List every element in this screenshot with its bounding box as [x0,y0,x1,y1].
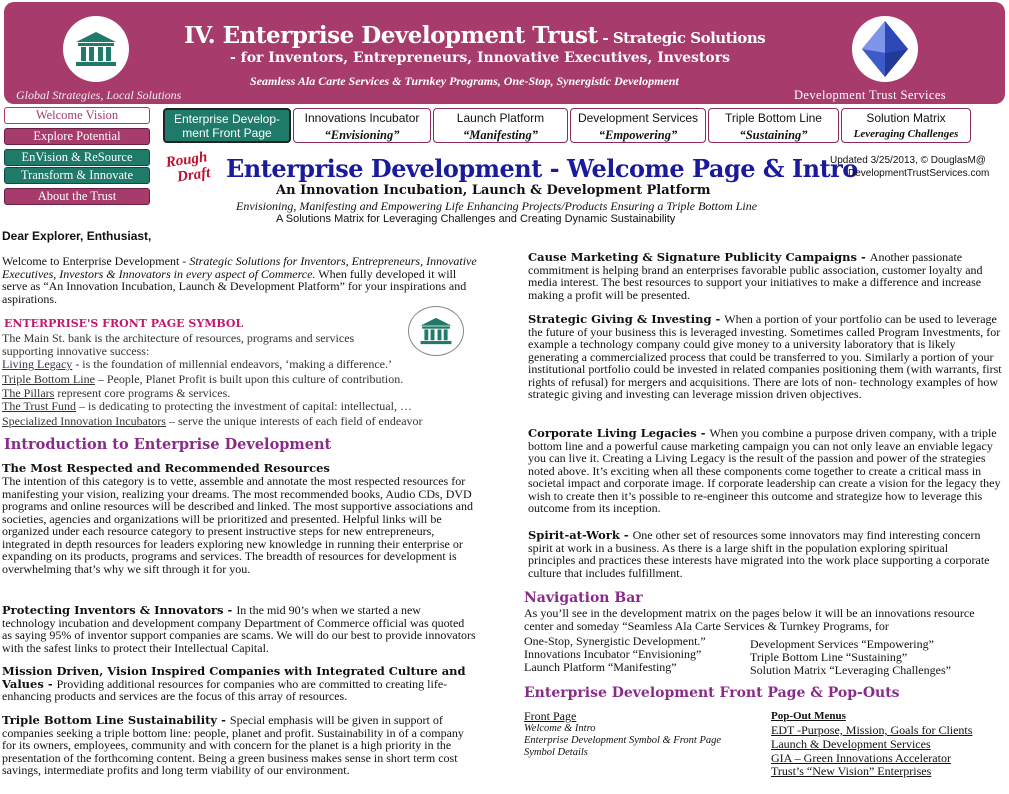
greeting: Dear Explorer, Enthusiast, [2,229,152,243]
intro-heading: Introduction to Enterprise Development [4,436,332,453]
navigation-bar-heading: Navigation Bar [524,590,643,606]
mission-section: Mission Driven, Vision Inspired Companies with Integrated Culture and Values - Providing additional resources for companies who are committed to creating life-enhancing products and services are the focus of this array of resources. [2,664,466,703]
header-right-tag: Development Trust Services [794,88,947,102]
tab-front-page[interactable] [163,108,291,143]
popout-link[interactable]: Launch & Development Services [771,737,931,751]
popout-menus-heading: Pop-Out Menus [771,710,846,722]
symbol-details-link[interactable]: Symbol Details [524,747,588,758]
trust-fund-link[interactable]: The Trust Fund [2,399,77,413]
page-title: Enterprise Development - Welcome Page & Intro [226,154,858,183]
front-page-link[interactable]: Front Page [524,709,577,723]
nav-item: One-Stop, Synergistic Development.” [524,634,706,648]
subtitle-mission: Envisioning, Manifesting and Empowering Life Enhancing Projects/Products Ensuring a Triple Bottom Line [236,199,758,213]
resources-heading: The Most Respected and Recommended Resources [2,461,330,475]
rough-draft-stamp: Rough Draft [164,149,212,186]
spirit-at-work-section: Spirit-at-Work - One other set of resources some innovators may find interesting concern spirit at work in a business. As there is a large shift in the population exploring spiritual principles and practices these interests have migrated into the work place supporting a corporate culture that includes fulfillment. [528,528,990,580]
page-header-title: IV. Enterprise Development Trust - Strategic Solutions [184,22,766,49]
symbol-link-row: The Trust Fund – is dedicating to protecting the investment of capital: intellectual, … [2,399,412,413]
tab-label: Launch Platform [456,111,545,125]
symbol-link-row: Triple Bottom Line – People, Planet Profit is built upon this culture of contribution. [2,372,404,386]
incubators-link[interactable]: Specialized Innovation Incubators [2,414,166,428]
header-tagline: Seamless Ala Carte Services & Turnkey Programs, One-Stop, Synergistic Development [250,74,679,88]
popout-link[interactable]: Trust’s “New Vision” Enterprises [771,764,932,778]
tab-sub: “Sustaining” [739,128,808,142]
nav-about-the-trust[interactable]: About the Trust [4,188,150,205]
tab-sub: “Manifesting” [462,128,538,142]
nav-envision-resource[interactable]: EnVision & ReSource [4,149,150,166]
welcome-intro-link[interactable]: Welcome & Intro [524,723,596,734]
tab-innovations-incubator[interactable] [293,108,431,143]
header-banner [4,2,1005,104]
living-legacies-section: Corporate Living Legacies - When you combine a purpose driven company, with a triple bottom line and a powerful cause marketing campaign you can not only leave an enviable legacy you can live it. Creating a Living Legacy is the result of the passion and power of the strategies noted above. It’s exciting when all these components come together to create a critical mass in societal impact and corporate image. If corporate leadership can create a vision for the legacy they wish to create then it’s possible to re-engineer this outcome and strategize how to leverage this outcome from its inception. [528,426,1001,515]
nav-item: Triple Bottom Line “Sustaining” [750,650,908,664]
symbol-link-row: The Pillars represent core programs & services. [2,386,231,400]
symbol-text: The Main St. bank is the architecture of resources, programs and services [2,331,355,345]
popout-link[interactable]: EDT -Purpose, Mission, Goals for Clients [771,723,973,737]
bank-icon [63,16,129,82]
nav-item: Launch Platform “Manifesting” [524,660,677,674]
updated-note: Updated 3/25/2013, © DouglasM@ DevelopmentTrustServices.com [830,155,990,179]
subtitle-platform: An Innovation Incubation, Launch & Development Platform [276,183,711,198]
nav-item: Development Services “Empowering” [750,637,934,651]
cause-marketing-section: Cause Marketing & Signature Publicity Campaigns - Another passionate commitment is helping brand an enterprises favorable public association, customer loyalty and media interest. The best resources to support your initiatives to make a difference and increase making a profit will be presented. [528,250,983,302]
bank-icon [408,306,464,356]
front-page-popouts-heading: Enterprise Development Front Page & Pop-Outs [524,685,900,701]
tab-sub: “Empowering” [598,128,678,142]
nav-explore-potential[interactable]: Explore Potential [4,128,150,145]
popout-link[interactable]: GIA – Green Innovations Accelerator [771,751,951,765]
symbol-link-row: Specialized Innovation Incubators – serve the unique interests of each field of endeavor [2,414,423,428]
tab-label: Enterprise Develop- [173,112,281,126]
nav-item: Innovations Incubator “Envisioning” [524,647,702,661]
nav-welcome-vision[interactable]: Welcome Vision [4,107,150,124]
navigation-bar-text: As you’ll see in the development matrix on the pages below it will be an innovations resource center and someday “Seamless Ala Carte Services & Turnkey Programs, for [524,606,975,633]
symbol-text: supporting innovative success: [2,344,150,358]
symbol-heading: ENTERPRISE'S FRONT PAGE SYMBOL [4,317,244,330]
tab-label: Innovations Incubator [304,111,420,125]
triple-bottom-line-section: Triple Bottom Line Sustainability - Special emphasis will be given in support of companies seeking a triple bottom line: people, planet and profit. Sustainability in of a company for its owners, employees, community and with concern for the planet is a high priority in the presentation of the forthcoming content. Being a green business makes sense in short term cost savings, intermediate profits and long term viability of our environment. [2,713,464,777]
tab-label: Solution Matrix [866,111,946,125]
resources-text: The intention of this category is to vette, assemble and annotate the most respected resources for manifesting your vision, realizing your dreams. The most recommended books, Audio CDs, DVD programs and online resources will be described and linked. The most supportive associations and societies, agencies and organizations will be prioritized and presented. Helpful links will be organized under each resource category to present instructive steps for new entrepreneurs, integrated in depth resources for leaders exploring new knowledge in running their enterprise or expanding on its products, programs and services. The breadth of resources for development is overwhelming that’s why we sift through it for you. [2,474,473,576]
welcome-intro: Welcome to Enterprise Development - Strategic Solutions for Inventors, Entrepreneurs, Innovative Executives, Investors & Innovators in every aspect of Commerce. When fully developed it will serve as “An Innovation Incubation, Launch & Development Platform” for your inspirations and aspirations. [2,254,477,306]
tab-launch-platform[interactable] [433,108,568,143]
triple-bottom-line-link[interactable]: Triple Bottom Line [2,372,95,386]
tab-triple-bottom-line[interactable] [708,108,839,143]
strategic-giving-section: Strategic Giving & Investing - When a portion of your portfolio can be used to leverage the future of your business this is leveraged investing. Sometimes called Program Investments, for example a technology company could give money to a university laboratory that is likely generating a commercialized process that could be transferred to you. Similarly a portion of your institutional portfolio could be invested in related companies positioning them (with warrants, first rights of refusal) for mergers and acquisitions. There are lots of non- technology examples of how strategic giving and investing can leverage mission driven objectives. [528,312,1002,401]
tab-sub: “Envisioning” [324,128,400,142]
tab-label: Triple Bottom Line [725,111,822,125]
nav-transform-innovate[interactable]: Transform & Innovate [4,167,150,184]
the-pillars-link[interactable]: The Pillars [2,386,55,400]
symbol-front-page-link[interactable]: Enterprise Development Symbol & Front Page [524,735,722,746]
nav-item: Solution Matrix “Leveraging Challenges” [750,663,951,677]
protecting-section: Protecting Inventors & Innovators - In the mid 90’s when we started a new technology incubation and development company Department of Commerce official was quoted as saying 95% of inventor support companies are scams. We will do our best to provide innovators with the safest links to protect their Intellectual Capital. [2,603,476,655]
tab-development-services[interactable] [570,108,706,143]
tab-solution-matrix[interactable] [841,108,971,143]
tab-label: Development Services [577,111,699,125]
tab-sub: Leveraging Challenges [853,128,959,140]
header-left-tag: Global Strategies, Local Solutions [16,88,182,102]
living-legacy-link[interactable]: Living Legacy [2,357,73,371]
symbol-link-row: Living Legacy - is the foundation of millennial endeavors, ‘making a difference.’ [2,357,392,371]
octahedron-icon [852,16,918,82]
tab-sub: ment Front Page [182,126,272,140]
header-audience: - for Inventors, Entrepreneurs, Innovative Executives, Investors [230,50,730,66]
subtitle-matrix: A Solutions Matrix for Leveraging Challenges and Creating Dynamic Sustainability [276,213,676,225]
